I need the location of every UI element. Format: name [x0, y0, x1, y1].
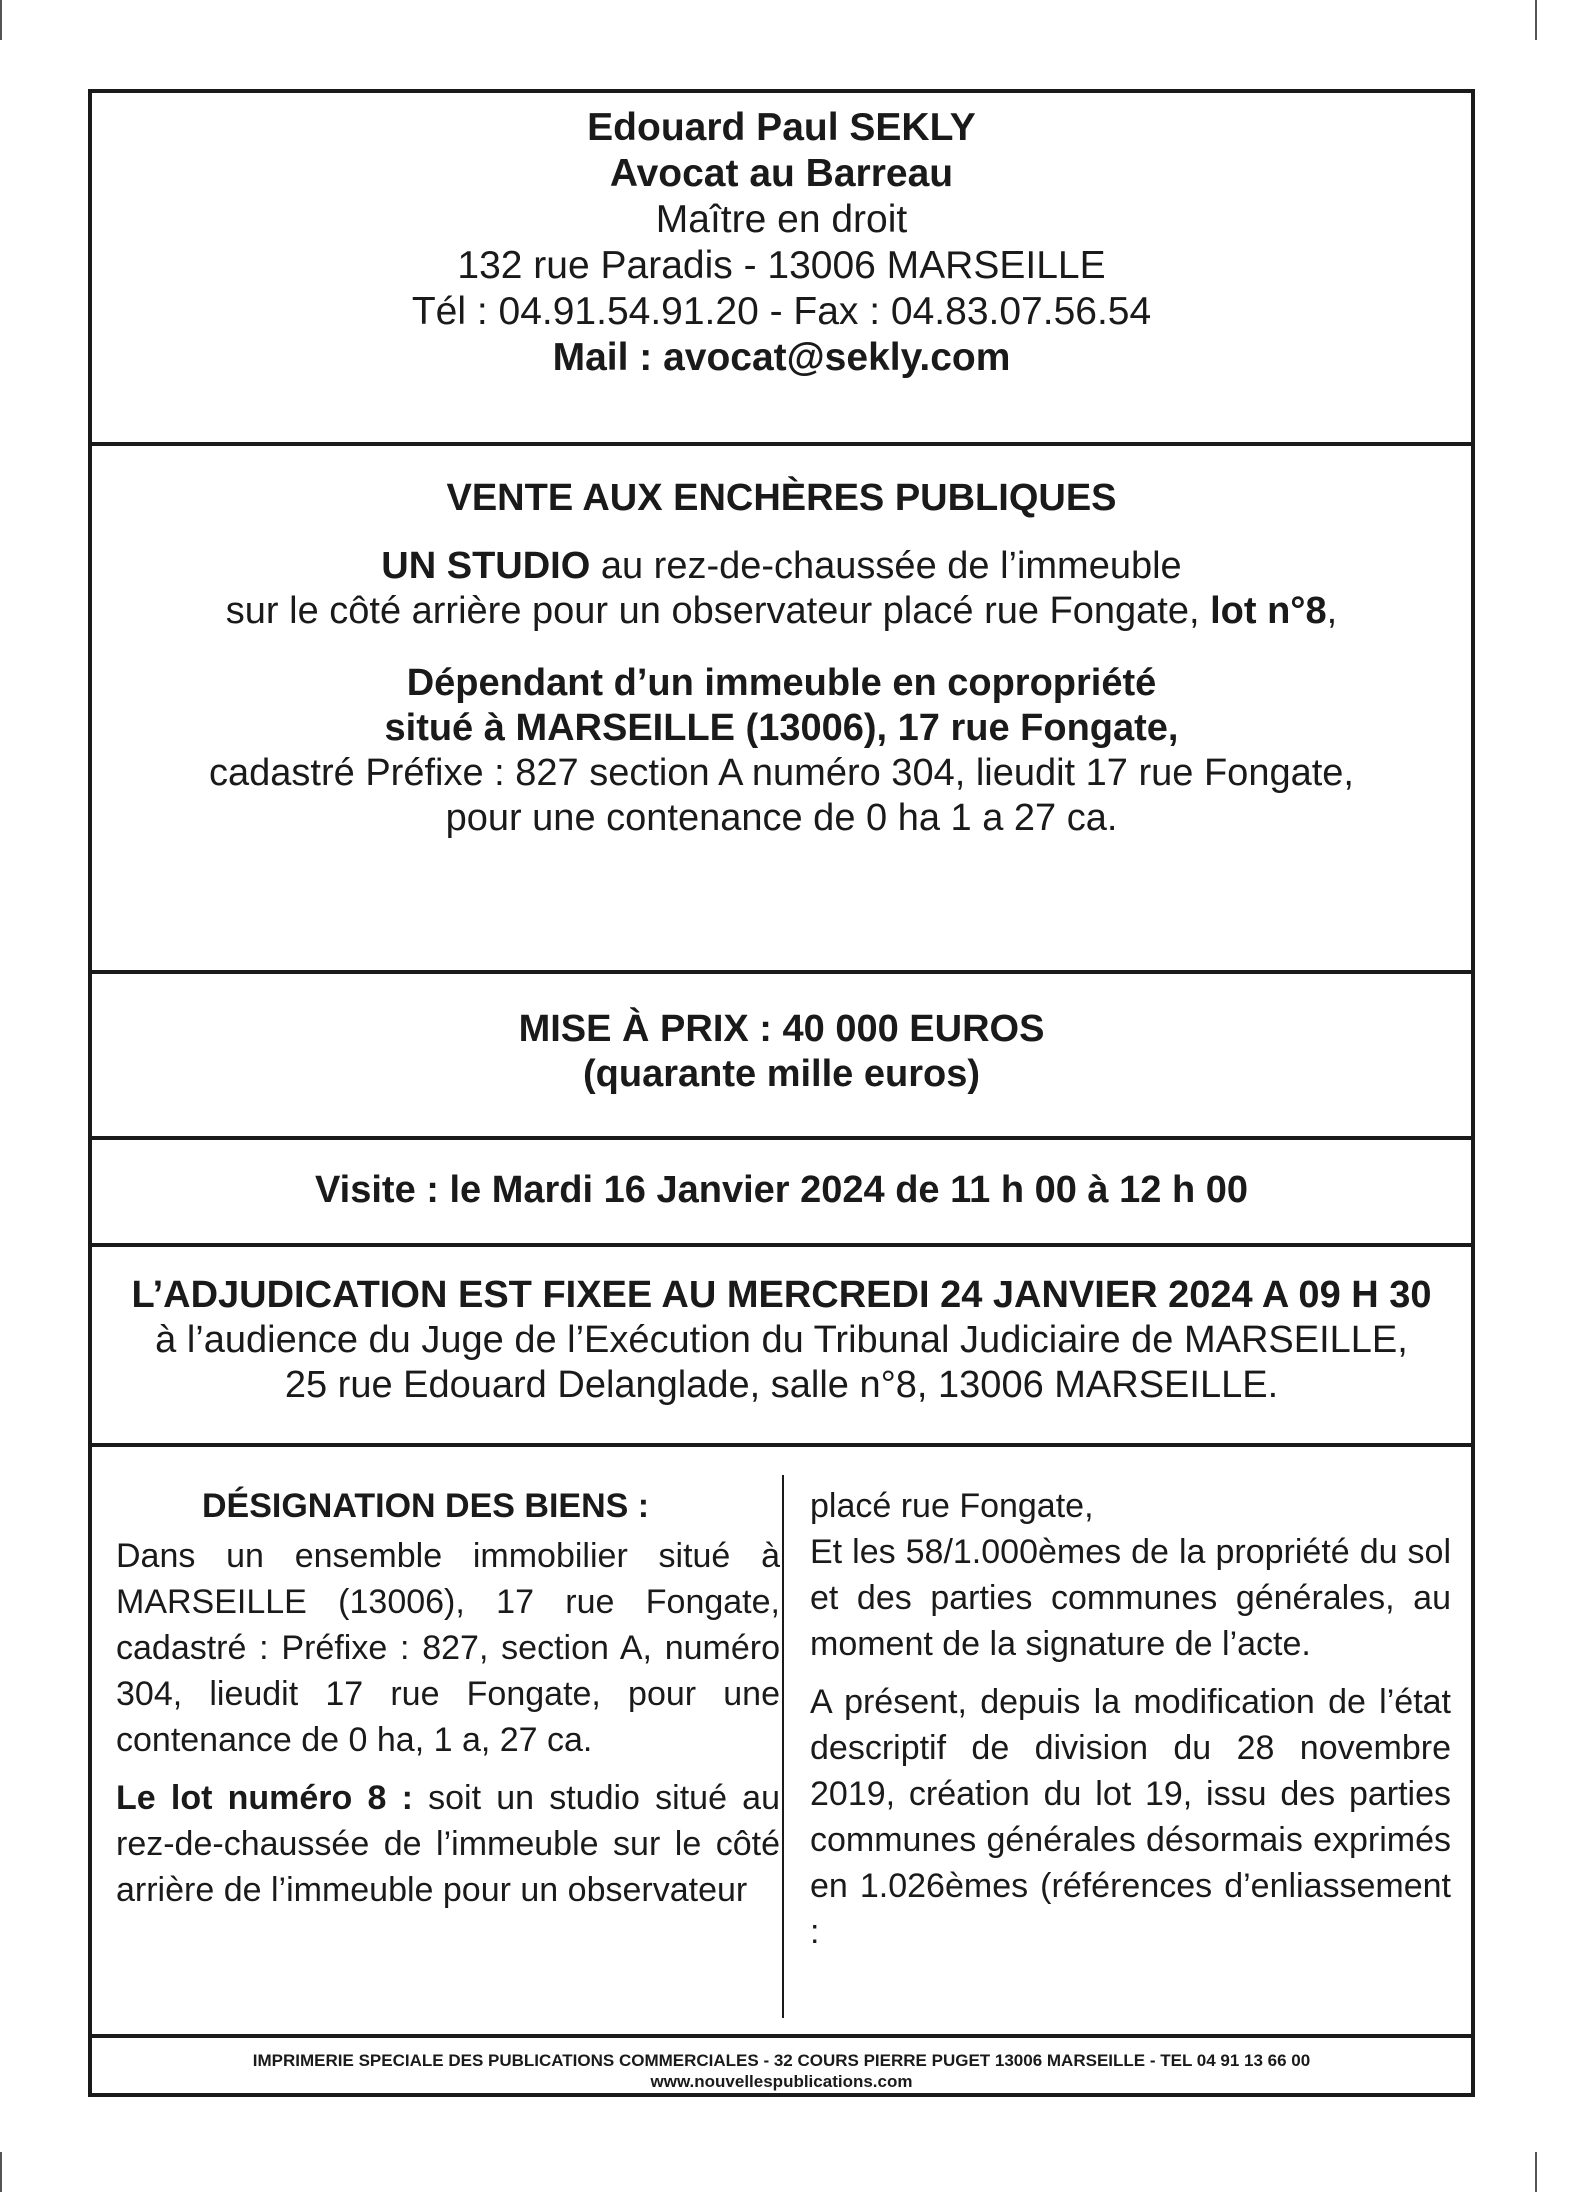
studio-line-2-text: sur le côté arrière pour un observateur placé rue Fongate,: [225, 590, 1211, 632]
printer-line-1: IMPRIMERIE SPECIALE DES PUBLICATIONS COMMERCIALES - 32 COURS PIERRE PUGET 13006 MARSEILLE - TEL 04 91 13 66 00: [252, 2051, 1311, 2070]
price-line-2: (quarante mille euros): [583, 1053, 980, 1095]
studio-bold: UN STUDIO: [381, 545, 591, 587]
printer-footer: [92, 2050, 1471, 2092]
adjudication-line-3: 25 rue Edouard Delanglade, salle n°8, 13006 MARSEILLE.: [284, 1364, 1279, 1406]
visit-line: Visite : le Mardi 16 Janvier 2024 de 11 h 00 à 12 h 00: [315, 1169, 1248, 1211]
adjudication-line-1: L’ADJUDICATION EST FIXEE AU MERCREDI 24 JANVIER 2024 A 09 H 30: [131, 1274, 1432, 1316]
dependant-line-1: Dépendant d’un immeuble en copropriété: [406, 662, 1157, 704]
lawyer-address: 132 rue Paradis - 13006 MARSEILLE: [457, 244, 1106, 287]
lawyer-title: Avocat au Barreau: [609, 152, 954, 195]
lawyer-degree: Maître en droit: [655, 198, 908, 241]
adjudication-line-2: à l’audience du Juge de l’Exécution du Tribunal Judiciaire de MARSEILLE,: [155, 1319, 1408, 1361]
dependant-line-2: situé à MARSEILLE (13006), 17 rue Fongate,: [384, 707, 1179, 749]
lawyer-mail: Mail : avocat@sekly.com: [552, 336, 1011, 379]
crop-mark-top-left: [0, 0, 2, 40]
lawyer-phone-fax: Tél : 04.91.54.91.20 - Fax : 04.83.07.56.54: [411, 290, 1152, 333]
divider: [92, 970, 1471, 974]
divider: [92, 1243, 1471, 1247]
right-para-1: Et les 58/1.000èmes de la propriété du sol et des parties communes générales, au moment de la signature de l’acte.: [810, 1533, 1451, 1663]
divider: [92, 1136, 1471, 1140]
divider: [92, 442, 1471, 446]
price-line-1: MISE À PRIX : 40 000 EUROS: [518, 1008, 1045, 1050]
studio-rest: au rez-de-chaussée de l’immeuble: [590, 545, 1182, 587]
crop-mark-bottom-left: [0, 2152, 2, 2192]
studio-line-2: [92, 589, 1471, 634]
printer-website: www.nouvellespublications.com: [650, 2072, 913, 2091]
sale-section: [92, 476, 1471, 841]
column-divider: [782, 1475, 784, 2018]
notice-frame: [88, 89, 1475, 2097]
crop-mark-top-right: [1535, 0, 1537, 40]
lot-bold: Le lot numéro 8 :: [116, 1779, 413, 1817]
designation-right-column: [810, 1483, 1451, 1955]
adjudication-section: [92, 1273, 1471, 1408]
lawyer-name: Edouard Paul SEKLY: [587, 106, 976, 149]
right-para-2: A présent, depuis la modification de l’état descriptif de division du 28 novembre 2019, création du lot 19, issu des parties communes générales désormais exprimés en 1.026èmes (références d’enliassement :: [810, 1683, 1451, 1951]
right-line-1: placé rue Fongate,: [810, 1487, 1094, 1525]
studio-end: ,: [1326, 590, 1338, 632]
designation-heading: DÉSIGNATION DES BIENS :: [202, 1487, 650, 1525]
sale-heading: VENTE AUX ENCHÈRES PUBLIQUES: [446, 477, 1117, 519]
studio-lot: lot n°8: [1210, 590, 1327, 632]
cadastre-line-1: cadastré Préfixe : 827 section A numéro 304, lieudit 17 rue Fongate,: [209, 752, 1354, 794]
lot-rest: soit un studio situé au rez-de-chaussée de l’immeuble sur le côté arrière de l’immeuble pour un observateur: [116, 1779, 780, 1909]
divider: [92, 2034, 1471, 2038]
cadastre-line-2: pour une contenance de 0 ha 1 a 27 ca.: [445, 797, 1118, 839]
visit-section: [92, 1168, 1471, 1213]
designation-para-1: Dans un ensemble immobilier situé à MARSEILLE (13006), 17 rue Fongate, cadastré : Préfixe : 827, section A, numéro 304, lieudit 17 rue Fongate, pour une contenance de 0 ha, 1 a, 27 ca.: [116, 1537, 780, 1759]
lawyer-header: [92, 105, 1471, 381]
designation-left-column: [116, 1483, 780, 1913]
divider: [92, 1443, 1471, 1447]
price-section: [92, 1007, 1471, 1097]
studio-line-1: [92, 544, 1471, 589]
designation-lot: [116, 1775, 780, 1913]
crop-mark-bottom-right: [1535, 2152, 1537, 2192]
